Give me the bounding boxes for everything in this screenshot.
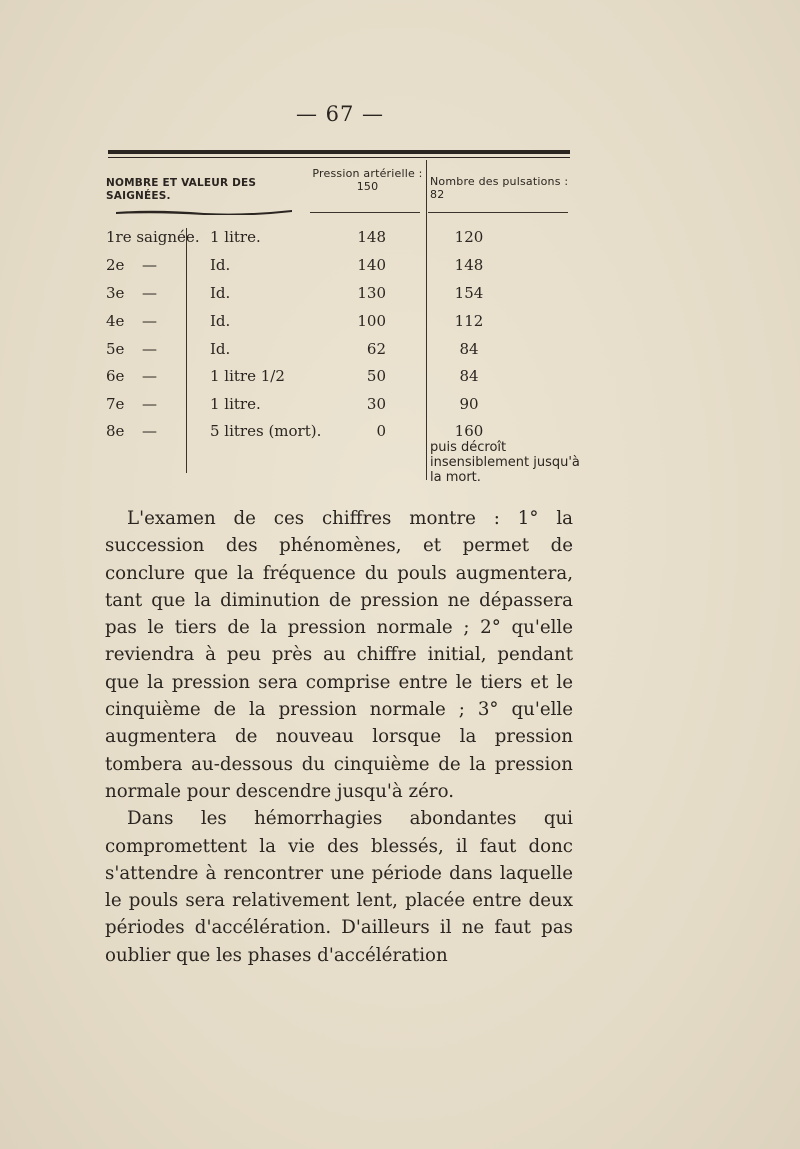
row-quantity: Id. — [210, 312, 231, 330]
paragraph-1: L'examen de ces chiffres montre : 1° la succession des phénomènes, et permet de conclure que la fréquence du pouls augmentera, tant que la diminution de pression ne dépassera pas le tiers de la pression normale ; 2° qu'elle reviendra à peu près au chiffre initial, pendant que la pression sera comprise entre le tiers et le cinquième de la pression normale ; 3° qu'elle augmentera de nouveau lorsque la pression tombera au-dessous du cinquième de la pression normale pour descendre jusqu'à zéro. — [105, 508, 573, 802]
table-row — [0, 367, 800, 395]
table-top-rule — [108, 150, 570, 154]
header-saignees: NOMBRE ET VALEUR DES SAIGNÉES. — [106, 177, 257, 202]
row-pulse: 154 — [454, 284, 484, 302]
table-top-rule-thin — [108, 157, 570, 158]
row-label: 8e — [106, 422, 125, 440]
row-quantity: 1 litre 1/2 — [210, 367, 285, 385]
row-pressure: 148 — [357, 228, 386, 246]
row-quantity: 1 litre. — [210, 228, 261, 246]
row-pressure: 30 — [366, 395, 386, 413]
table-row — [0, 256, 800, 284]
table-row — [0, 312, 800, 340]
row-quantity: Id. — [210, 284, 231, 302]
row-label: 5e — [106, 340, 125, 358]
row-dash: — — [142, 284, 157, 302]
paragraph-2: Dans les hémorrhagies abondantes qui compromettent la vie des blessés, il faut donc s'attendre à rencontrer une période dans laquelle le pouls sera relativement lent, placée entre deux périodes d'accélération. D'ailleurs il ne faut pas oublier que les phases d'accélération — [105, 808, 573, 966]
row-label: 1re saignée. — [106, 228, 200, 246]
row-pulse: 112 — [454, 312, 484, 330]
row-pulse: 148 — [454, 256, 484, 274]
row-pressure: 62 — [366, 340, 386, 358]
row-label: 2e — [106, 256, 125, 274]
row-label: 3e — [106, 284, 125, 302]
page-number: — 67 — — [295, 102, 385, 126]
row-pulse: 90 — [459, 395, 479, 413]
row-dash: — — [142, 395, 157, 413]
header-pulsations: Nombre des pulsations : 82 — [430, 175, 569, 201]
row-quantity: 1 litre. — [210, 395, 261, 413]
body-text — [105, 505, 573, 969]
row-quantity: Id. — [210, 256, 231, 274]
table-footnote: puis décroît insensiblement jusqu'à la mort. — [430, 440, 580, 485]
header-underline-pulsations — [428, 212, 568, 213]
row-quantity: 5 litres (mort). — [210, 422, 322, 440]
decorative-swash — [116, 209, 292, 215]
row-dash: — — [142, 312, 157, 330]
row-pressure: 0 — [376, 422, 386, 440]
row-label: 7e — [106, 395, 125, 413]
table-row — [0, 284, 800, 312]
row-pressure: 100 — [357, 312, 386, 330]
header-underline-pression — [310, 212, 420, 213]
row-pressure: 130 — [357, 284, 386, 302]
row-pressure: 50 — [366, 367, 386, 385]
row-pulse: 84 — [459, 340, 479, 358]
row-label: 6e — [106, 367, 125, 385]
row-pulse: 84 — [459, 367, 479, 385]
row-dash: — — [142, 340, 157, 358]
row-pulse: 160 — [454, 422, 484, 440]
row-quantity: Id. — [210, 340, 231, 358]
table-row — [0, 228, 800, 256]
row-pulse: 120 — [454, 228, 484, 246]
table-row — [0, 422, 800, 450]
row-pressure: 140 — [357, 256, 386, 274]
header-pression: Pression artérielle : 150 — [312, 167, 423, 193]
row-dash: — — [142, 422, 157, 440]
row-label: 4e — [106, 312, 125, 330]
table-row — [0, 395, 800, 423]
row-dash: — — [142, 367, 157, 385]
row-dash: — — [142, 256, 157, 274]
table-row — [0, 340, 800, 368]
